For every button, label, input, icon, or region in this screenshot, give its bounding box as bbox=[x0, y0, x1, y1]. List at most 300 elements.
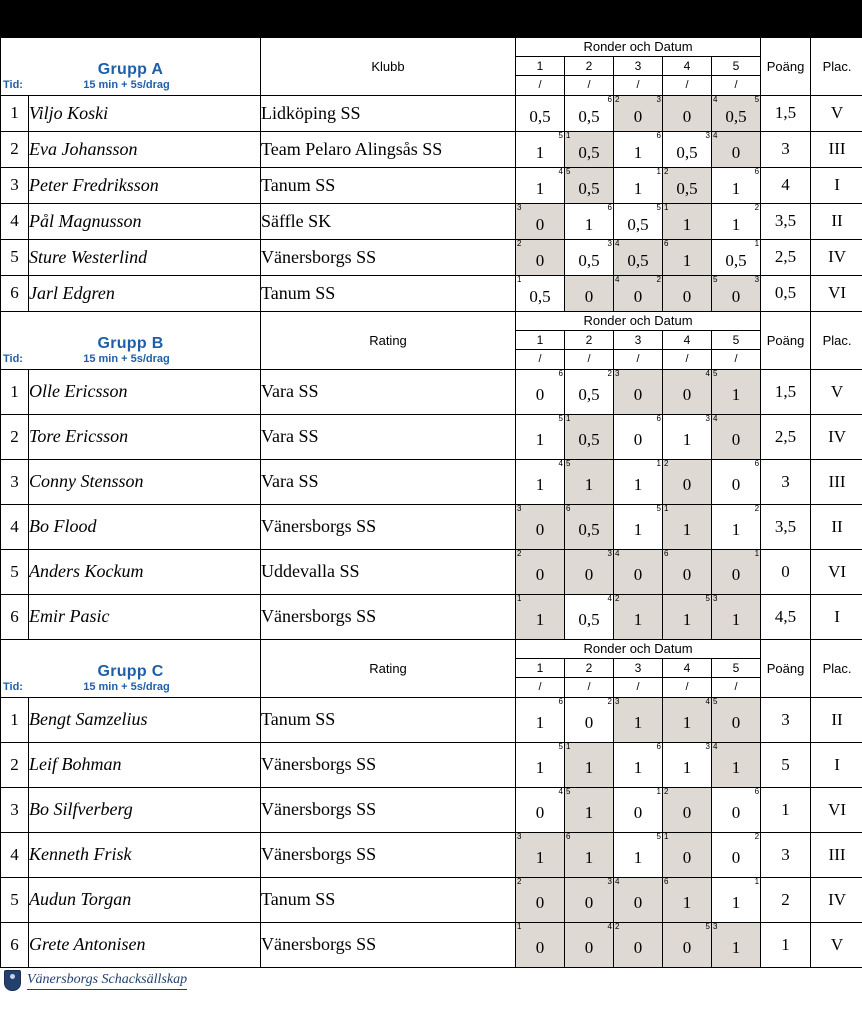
result-cell[interactable] bbox=[565, 459, 614, 504]
result-value: 0 bbox=[682, 385, 692, 404]
result-cell[interactable] bbox=[614, 275, 663, 311]
result-value: 0 bbox=[731, 565, 741, 584]
result-cell[interactable] bbox=[663, 594, 712, 639]
result-value: 0,5 bbox=[578, 142, 600, 162]
result-cell[interactable] bbox=[614, 787, 663, 832]
result-value: 0,5 bbox=[725, 106, 747, 126]
player-club: Tanum SS bbox=[261, 167, 516, 203]
result-cell[interactable] bbox=[663, 787, 712, 832]
table-row bbox=[1, 167, 862, 203]
result-cell[interactable] bbox=[663, 832, 712, 877]
opponent-marker-left: 5 bbox=[566, 458, 571, 468]
result-cell[interactable] bbox=[663, 459, 712, 504]
opponent-marker-right: 5 bbox=[656, 831, 661, 841]
result-cell[interactable] bbox=[663, 697, 712, 742]
round-date: / bbox=[614, 677, 663, 697]
result-cell[interactable] bbox=[516, 549, 565, 594]
player-number: 2 bbox=[1, 742, 29, 787]
result-cell[interactable] bbox=[516, 239, 565, 275]
result-value: 0 bbox=[731, 286, 741, 306]
result-value: 0 bbox=[584, 893, 594, 912]
result-cell[interactable] bbox=[516, 787, 565, 832]
player-place: V bbox=[811, 922, 862, 967]
player-club: Tanum SS bbox=[261, 275, 516, 311]
opponent-marker-left: 4 bbox=[615, 238, 620, 248]
result-cell[interactable] bbox=[712, 697, 761, 742]
opponent-marker-left: 3 bbox=[615, 368, 620, 378]
player-place: II bbox=[811, 697, 862, 742]
result-value: 1 bbox=[535, 758, 545, 777]
opponent-marker-left: 5 bbox=[713, 696, 718, 706]
result-cell[interactable] bbox=[614, 414, 663, 459]
player-number: 3 bbox=[1, 787, 29, 832]
result-value: 1 bbox=[535, 848, 545, 867]
result-cell[interactable] bbox=[712, 549, 761, 594]
result-cell[interactable] bbox=[663, 504, 712, 549]
result-value: 1 bbox=[682, 520, 692, 539]
player-number: 6 bbox=[1, 922, 29, 967]
player-number: 2 bbox=[1, 131, 29, 167]
result-value: 1 bbox=[535, 475, 545, 494]
result-cell[interactable] bbox=[565, 275, 614, 311]
opponent-marker-right: 5 bbox=[558, 741, 563, 751]
result-cell[interactable] bbox=[614, 239, 663, 275]
player-place: II bbox=[811, 203, 862, 239]
player-points: 2,5 bbox=[761, 239, 811, 275]
player-name: Bo Silfverberg bbox=[29, 787, 261, 832]
result-value: 0,5 bbox=[578, 430, 600, 449]
opponent-marker-right: 5 bbox=[705, 593, 710, 603]
player-name: Sture Westerlind bbox=[29, 239, 261, 275]
result-value: 1 bbox=[633, 713, 643, 732]
player-number: 2 bbox=[1, 414, 29, 459]
player-points: 1,5 bbox=[761, 95, 811, 131]
result-value: 1 bbox=[584, 848, 594, 867]
opponent-marker-right: 6 bbox=[754, 166, 760, 176]
player-name: Pål Magnusson bbox=[29, 203, 261, 239]
result-value: 0 bbox=[731, 142, 741, 162]
table-row bbox=[1, 832, 862, 877]
player-place: VI bbox=[811, 549, 862, 594]
club-column-header: Klubb bbox=[261, 37, 516, 95]
result-value: 0 bbox=[633, 106, 643, 126]
result-value: 0,5 bbox=[627, 250, 649, 270]
footer-club-name: Vänersborgs Schacksällskap bbox=[27, 972, 187, 990]
opponent-marker-right: 2 bbox=[754, 831, 760, 841]
result-value: 1 bbox=[731, 214, 741, 234]
player-points: 2 bbox=[761, 877, 811, 922]
opponent-marker-left: 3 bbox=[713, 921, 718, 931]
result-cell[interactable] bbox=[614, 742, 663, 787]
opponent-marker-right: 3 bbox=[607, 548, 612, 558]
player-club: Vänersborgs SS bbox=[261, 594, 516, 639]
result-value: 0,5 bbox=[578, 385, 600, 404]
round-date: / bbox=[614, 75, 663, 95]
round-date: / bbox=[663, 677, 712, 697]
result-cell[interactable] bbox=[712, 239, 761, 275]
round-date: / bbox=[565, 349, 614, 369]
player-points: 3 bbox=[761, 459, 811, 504]
result-cell[interactable] bbox=[516, 275, 565, 311]
opponent-marker-right: 1 bbox=[656, 166, 661, 176]
result-cell[interactable] bbox=[565, 832, 614, 877]
result-value: 0 bbox=[682, 286, 692, 306]
opponent-marker-right: 6 bbox=[754, 786, 760, 796]
result-cell[interactable] bbox=[712, 459, 761, 504]
result-cell[interactable] bbox=[516, 922, 565, 967]
result-value: 0,5 bbox=[627, 214, 649, 234]
result-cell[interactable] bbox=[516, 95, 565, 131]
table-row bbox=[1, 459, 862, 504]
opponent-marker-right: 1 bbox=[656, 458, 661, 468]
player-name: Eva Johansson bbox=[29, 131, 261, 167]
result-value: 0 bbox=[633, 938, 643, 957]
result-cell[interactable] bbox=[516, 369, 565, 414]
player-points: 3,5 bbox=[761, 203, 811, 239]
result-cell[interactable] bbox=[565, 369, 614, 414]
result-cell[interactable] bbox=[565, 95, 614, 131]
result-value: 1 bbox=[584, 214, 594, 234]
player-name: Olle Ericsson bbox=[29, 369, 261, 414]
player-place: III bbox=[811, 131, 862, 167]
round-number: 5 bbox=[712, 56, 761, 75]
result-cell[interactable] bbox=[712, 742, 761, 787]
result-value: 1 bbox=[682, 893, 692, 912]
opponent-marker-right: 5 bbox=[656, 503, 661, 513]
result-cell[interactable] bbox=[712, 369, 761, 414]
time-control-value: 15 min + 5s/drag bbox=[83, 78, 170, 91]
result-value: 1 bbox=[633, 520, 643, 539]
result-value: 0 bbox=[633, 803, 643, 822]
table-row bbox=[1, 922, 862, 967]
round-number: 5 bbox=[712, 658, 761, 677]
time-control bbox=[3, 353, 258, 365]
group-title-cell bbox=[1, 311, 261, 369]
player-number: 4 bbox=[1, 504, 29, 549]
result-value: 0 bbox=[731, 430, 741, 449]
result-cell[interactable] bbox=[614, 697, 663, 742]
opponent-marker-left: 3 bbox=[615, 696, 620, 706]
result-cell[interactable] bbox=[712, 922, 761, 967]
result-cell[interactable] bbox=[614, 95, 663, 131]
player-club: Vara SS bbox=[261, 459, 516, 504]
round-number: 2 bbox=[565, 56, 614, 75]
opponent-marker-left: 3 bbox=[517, 503, 522, 513]
opponent-marker-left: 3 bbox=[713, 593, 718, 603]
opponent-marker-left: 6 bbox=[664, 876, 669, 886]
result-cell[interactable] bbox=[712, 877, 761, 922]
opponent-marker-left: 6 bbox=[566, 831, 571, 841]
result-cell[interactable] bbox=[565, 239, 614, 275]
footer bbox=[0, 968, 862, 994]
result-cell[interactable] bbox=[565, 504, 614, 549]
player-name: Emir Pasic bbox=[29, 594, 261, 639]
result-cell[interactable] bbox=[712, 832, 761, 877]
opponent-marker-left: 4 bbox=[615, 876, 620, 886]
result-cell[interactable] bbox=[614, 922, 663, 967]
result-cell[interactable] bbox=[516, 877, 565, 922]
result-cell[interactable] bbox=[565, 594, 614, 639]
result-cell[interactable] bbox=[614, 131, 663, 167]
player-points: 3 bbox=[761, 697, 811, 742]
result-value: 0,5 bbox=[578, 178, 600, 198]
opponent-marker-right: 6 bbox=[607, 202, 612, 212]
player-name: Audun Torgan bbox=[29, 877, 261, 922]
opponent-marker-right: 4 bbox=[607, 593, 612, 603]
result-cell[interactable] bbox=[614, 167, 663, 203]
round-date: / bbox=[516, 349, 565, 369]
player-club: Team Pelaro Alingsås SS bbox=[261, 131, 516, 167]
place-column-header: Plac. bbox=[811, 639, 862, 697]
opponent-marker-left: 1 bbox=[517, 593, 522, 603]
opponent-marker-right: 6 bbox=[656, 741, 661, 751]
table-row bbox=[1, 594, 862, 639]
player-club: Säffle SK bbox=[261, 203, 516, 239]
opponent-marker-right: 2 bbox=[607, 696, 612, 706]
result-cell[interactable] bbox=[614, 459, 663, 504]
player-name: Viljo Koski bbox=[29, 95, 261, 131]
table-row bbox=[1, 414, 862, 459]
player-club: Vara SS bbox=[261, 369, 516, 414]
result-value: 1 bbox=[535, 610, 545, 629]
round-number: 3 bbox=[614, 56, 663, 75]
result-value: 1 bbox=[731, 178, 741, 198]
player-club: Tanum SS bbox=[261, 697, 516, 742]
player-number: 5 bbox=[1, 877, 29, 922]
opponent-marker-right: 1 bbox=[656, 786, 661, 796]
result-cell[interactable] bbox=[516, 832, 565, 877]
table-row bbox=[1, 131, 862, 167]
result-value: 0 bbox=[633, 385, 643, 404]
result-cell[interactable] bbox=[516, 697, 565, 742]
rounds-header: Ronder och Datum bbox=[516, 639, 761, 658]
result-cell[interactable] bbox=[663, 369, 712, 414]
result-cell[interactable] bbox=[565, 203, 614, 239]
opponent-marker-left: 4 bbox=[713, 94, 718, 104]
round-date: / bbox=[663, 75, 712, 95]
player-number: 1 bbox=[1, 369, 29, 414]
result-cell[interactable] bbox=[712, 167, 761, 203]
result-cell[interactable] bbox=[663, 131, 712, 167]
result-value: 1 bbox=[633, 848, 643, 867]
result-cell[interactable] bbox=[614, 594, 663, 639]
opponent-marker-right: 6 bbox=[558, 368, 563, 378]
player-place: IV bbox=[811, 414, 862, 459]
round-date: / bbox=[712, 75, 761, 95]
group-title-cell bbox=[1, 37, 261, 95]
round-date: / bbox=[516, 75, 565, 95]
table-row bbox=[1, 549, 862, 594]
result-cell[interactable] bbox=[663, 549, 712, 594]
table-row bbox=[1, 742, 862, 787]
result-cell[interactable] bbox=[565, 877, 614, 922]
result-value: 0 bbox=[731, 803, 741, 822]
result-cell[interactable] bbox=[516, 203, 565, 239]
result-cell[interactable] bbox=[516, 414, 565, 459]
result-cell[interactable] bbox=[516, 459, 565, 504]
points-column-header: Poäng bbox=[761, 311, 811, 369]
player-points: 1 bbox=[761, 787, 811, 832]
result-value: 1 bbox=[633, 178, 643, 198]
result-value: 1 bbox=[682, 430, 692, 449]
time-control bbox=[3, 79, 258, 91]
result-cell[interactable] bbox=[614, 504, 663, 549]
result-cell[interactable] bbox=[663, 877, 712, 922]
table-row bbox=[1, 203, 862, 239]
opponent-marker-right: 2 bbox=[656, 274, 661, 284]
opponent-marker-right: 1 bbox=[754, 238, 760, 248]
result-value: 0 bbox=[682, 565, 692, 584]
result-cell[interactable] bbox=[614, 549, 663, 594]
player-club: Vänersborgs SS bbox=[261, 922, 516, 967]
opponent-marker-left: 6 bbox=[664, 238, 669, 248]
result-cell[interactable] bbox=[712, 131, 761, 167]
result-cell[interactable] bbox=[565, 922, 614, 967]
opponent-marker-right: 3 bbox=[705, 413, 710, 423]
result-value: 0 bbox=[633, 893, 643, 912]
opponent-marker-right: 6 bbox=[607, 94, 612, 104]
opponent-marker-left: 1 bbox=[664, 503, 669, 513]
opponent-marker-left: 2 bbox=[615, 921, 620, 931]
player-club: Vara SS bbox=[261, 414, 516, 459]
result-value: 1 bbox=[633, 610, 643, 629]
result-cell[interactable] bbox=[712, 594, 761, 639]
player-place: IV bbox=[811, 877, 862, 922]
result-cell[interactable] bbox=[516, 131, 565, 167]
opponent-marker-right: 4 bbox=[607, 921, 612, 931]
result-value: 0,5 bbox=[578, 610, 600, 629]
player-place: III bbox=[811, 459, 862, 504]
player-points: 0 bbox=[761, 549, 811, 594]
result-cell[interactable] bbox=[516, 504, 565, 549]
result-cell[interactable] bbox=[712, 203, 761, 239]
opponent-marker-right: 6 bbox=[656, 130, 661, 140]
round-date: / bbox=[614, 349, 663, 369]
place-column-header: Plac. bbox=[811, 37, 862, 95]
player-club: Vänersborgs SS bbox=[261, 832, 516, 877]
result-cell[interactable] bbox=[663, 95, 712, 131]
result-cell[interactable] bbox=[712, 414, 761, 459]
result-cell[interactable] bbox=[712, 504, 761, 549]
group-title: Grupp C bbox=[97, 663, 164, 680]
result-cell[interactable] bbox=[614, 832, 663, 877]
player-points: 4 bbox=[761, 167, 811, 203]
result-cell[interactable] bbox=[663, 275, 712, 311]
time-control bbox=[3, 681, 258, 693]
result-cell[interactable] bbox=[663, 167, 712, 203]
player-name: Tore Ericsson bbox=[29, 414, 261, 459]
result-value: 0 bbox=[584, 713, 594, 732]
opponent-marker-right: 5 bbox=[705, 921, 710, 931]
result-cell[interactable] bbox=[565, 549, 614, 594]
player-club: Vänersborgs SS bbox=[261, 787, 516, 832]
result-value: 0 bbox=[535, 803, 545, 822]
club-crest-icon bbox=[4, 970, 21, 991]
top-black-bar bbox=[0, 0, 862, 36]
opponent-marker-left: 1 bbox=[517, 274, 522, 284]
player-number: 4 bbox=[1, 832, 29, 877]
result-value: 0 bbox=[535, 938, 545, 957]
round-date: / bbox=[565, 677, 614, 697]
result-value: 0,5 bbox=[578, 520, 600, 539]
result-value: 0,5 bbox=[578, 250, 600, 270]
result-value: 0 bbox=[584, 286, 594, 306]
opponent-marker-left: 5 bbox=[566, 786, 571, 796]
result-value: 1 bbox=[731, 758, 741, 777]
club-column-header: Rating bbox=[261, 639, 516, 697]
player-place: III bbox=[811, 832, 862, 877]
result-cell[interactable] bbox=[565, 167, 614, 203]
result-cell[interactable] bbox=[565, 787, 614, 832]
result-cell[interactable] bbox=[712, 275, 761, 311]
result-cell[interactable] bbox=[614, 369, 663, 414]
result-cell[interactable] bbox=[712, 787, 761, 832]
player-club: Vänersborgs SS bbox=[261, 239, 516, 275]
result-value: 0,5 bbox=[725, 250, 747, 270]
result-value: 0 bbox=[682, 848, 692, 867]
result-cell[interactable] bbox=[516, 167, 565, 203]
points-column-header: Poäng bbox=[761, 639, 811, 697]
group-header-row bbox=[1, 639, 862, 658]
rounds-header: Ronder och Datum bbox=[516, 311, 761, 330]
result-cell[interactable] bbox=[663, 922, 712, 967]
round-date: / bbox=[516, 677, 565, 697]
table-row bbox=[1, 787, 862, 832]
result-cell[interactable] bbox=[565, 131, 614, 167]
result-value: 0 bbox=[633, 430, 643, 449]
opponent-marker-left: 2 bbox=[517, 238, 522, 248]
club-column-header: Rating bbox=[261, 311, 516, 369]
player-number: 1 bbox=[1, 95, 29, 131]
player-name: Bengt Samzelius bbox=[29, 697, 261, 742]
result-value: 0 bbox=[731, 848, 741, 867]
result-cell[interactable] bbox=[614, 877, 663, 922]
result-cell[interactable] bbox=[663, 742, 712, 787]
result-cell[interactable] bbox=[614, 203, 663, 239]
result-value: 0 bbox=[682, 106, 692, 126]
player-name: Anders Kockum bbox=[29, 549, 261, 594]
result-cell[interactable] bbox=[663, 203, 712, 239]
opponent-marker-right: 3 bbox=[607, 876, 612, 886]
opponent-marker-left: 6 bbox=[566, 503, 571, 513]
opponent-marker-right: 3 bbox=[705, 130, 710, 140]
result-value: 1 bbox=[682, 214, 692, 234]
table-row bbox=[1, 275, 862, 311]
result-cell[interactable] bbox=[565, 742, 614, 787]
result-value: 1 bbox=[584, 803, 594, 822]
player-points: 4,5 bbox=[761, 594, 811, 639]
player-place: V bbox=[811, 369, 862, 414]
opponent-marker-left: 2 bbox=[615, 593, 620, 603]
opponent-marker-right: 6 bbox=[558, 696, 563, 706]
result-value: 1 bbox=[731, 938, 741, 957]
time-control-value: 15 min + 5s/drag bbox=[83, 680, 170, 693]
result-value: 0 bbox=[682, 803, 692, 822]
result-value: 1 bbox=[731, 520, 741, 539]
result-cell[interactable] bbox=[565, 697, 614, 742]
result-cell[interactable] bbox=[565, 414, 614, 459]
result-cell[interactable] bbox=[516, 742, 565, 787]
player-place: I bbox=[811, 742, 862, 787]
result-cell[interactable] bbox=[663, 414, 712, 459]
result-cell[interactable] bbox=[663, 239, 712, 275]
result-cell[interactable] bbox=[516, 594, 565, 639]
player-number: 5 bbox=[1, 239, 29, 275]
place-column-header: Plac. bbox=[811, 311, 862, 369]
opponent-marker-left: 4 bbox=[713, 130, 718, 140]
result-cell[interactable] bbox=[712, 95, 761, 131]
player-name: Leif Bohman bbox=[29, 742, 261, 787]
